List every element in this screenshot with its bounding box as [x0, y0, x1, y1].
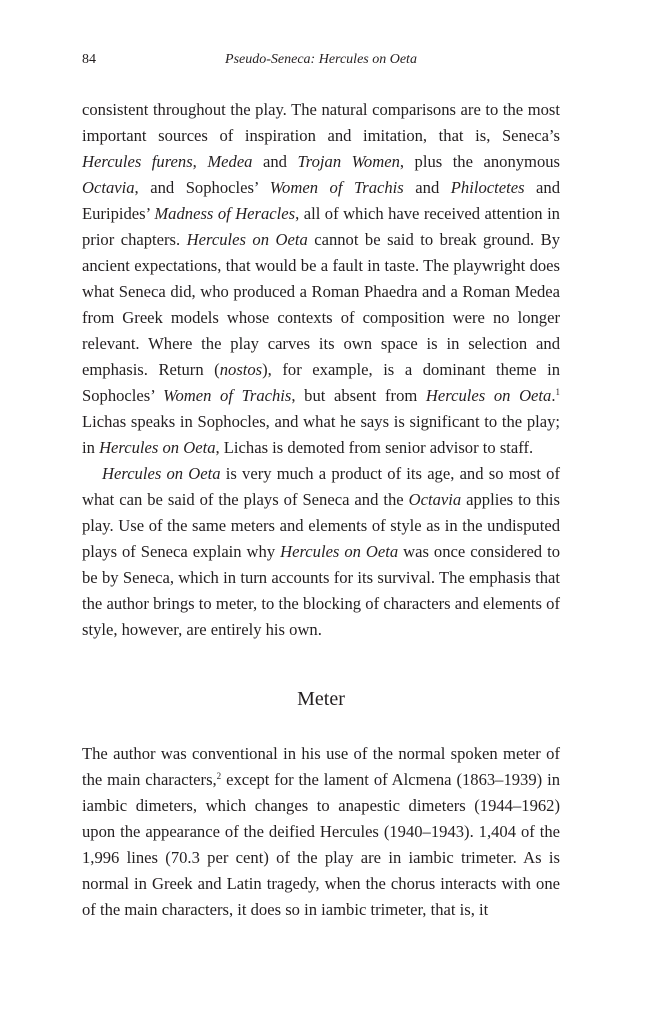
italic-text: Madness of Heracles: [154, 204, 296, 223]
paragraph: [82, 97, 560, 461]
text-run: and: [252, 152, 298, 171]
text-run: was once considered to be by Seneca, which in turn accounts for its survival. The emphasis that the author brings to meter, to the blocking of characters and elements of style, however, are entirely his own.: [82, 542, 560, 639]
footnote-marker: 1: [555, 387, 560, 397]
text-run: Lichas speaks in Sophocles, and what he says is significant to the play; in: [82, 412, 560, 457]
italic-text: Hercules on Oeta: [280, 542, 399, 561]
running-head: Pseudo-Seneca: Hercules on Oeta: [225, 52, 417, 67]
text-run: ,: [192, 152, 208, 171]
italic-text: Trojan Women: [297, 152, 400, 171]
text-run: , all of which have received attention in prior chapters.: [82, 204, 560, 249]
italic-text: Octavia: [82, 178, 135, 197]
text-run: except for the lament of Alcmena (1863–1939) in iambic dimeters, which changes to anapestic dimeters (1944–1962) upon the appearance of the deified Hercules (1940–1943). 1,404 of the 1,996 lines (70.3 per cent) of the play are in iambic trimeter. As is normal in Greek and Latin tragedy, when the chorus interacts with one of the main characters, it does so in iambic trimeter, that is, it: [82, 770, 560, 919]
italic-text: Women of Trachis: [269, 178, 404, 197]
text-run: ), for example, is a dominant theme in Sophocles’: [82, 360, 560, 405]
italic-text: Hercules on Oeta: [102, 464, 221, 483]
page-number: 84: [82, 52, 96, 67]
text-run: is very much a product of its age, and so most of what can be said of the plays of Seneca and the: [82, 464, 560, 509]
italic-text: Medea: [207, 152, 253, 171]
italic-text: Hercules on Oeta: [99, 438, 216, 457]
italic-text: Hercules furens: [82, 152, 193, 171]
italic-text: nostos: [219, 360, 263, 379]
text-run: applies to this play. Use of the same meters and elements of style as in the undisputed plays of Seneca explain why: [82, 490, 560, 561]
text-run: , plus the anonymous: [399, 152, 560, 171]
italic-text: Octavia: [408, 490, 462, 509]
text-run: and Euripides’: [82, 178, 561, 223]
paragraph: [82, 741, 560, 923]
italic-text: Philoctetes: [450, 178, 525, 197]
footnote-marker: 2: [216, 771, 222, 781]
section-body-text: [82, 741, 560, 923]
text-run: , but absent from: [291, 386, 426, 405]
text-run: cannot be said to break ground. By ancient expectations, that would be a fault in taste. The playwright does what Seneca did, who produced a Roman Phaedra and a Roman Medea from Greek models whose contexts of composition were no longer relevant. Where the play carves its own space is in selection and emphasis. Return (: [82, 230, 560, 379]
text-run: .: [551, 386, 556, 405]
text-run: , Lichas is demoted from senior advisor to staff.: [215, 438, 534, 457]
text-run: and: [403, 178, 451, 197]
text-run: , and Sophocles’: [134, 178, 270, 197]
body-text: [82, 97, 560, 643]
paragraph: [82, 461, 560, 643]
text-run: consistent throughout the play. The natural comparisons are to the most important sources of inspiration and imitation, that is, Seneca’s: [82, 100, 560, 145]
italic-text: Hercules on Oeta: [425, 386, 552, 405]
italic-text: Hercules on Oeta: [186, 230, 308, 249]
italic-text: Women of Trachis: [163, 386, 292, 405]
text-run: The author was conventional in his use of the normal spoken meter of the main characters,: [82, 744, 560, 789]
section-heading: Meter: [297, 688, 345, 710]
